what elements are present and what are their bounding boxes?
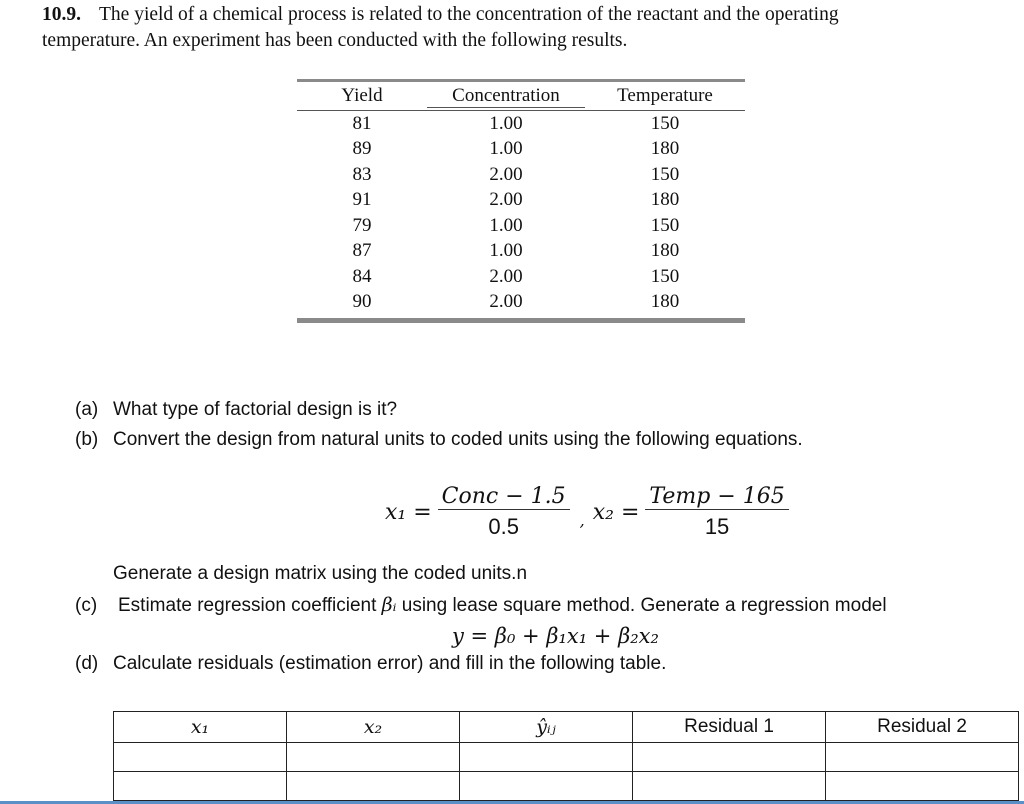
table-row bbox=[297, 239, 745, 265]
cell-yield: 91 bbox=[352, 189, 372, 211]
question-c-label: (c) bbox=[75, 595, 98, 616]
x2-denominator: 15 bbox=[704, 514, 730, 539]
x1-denominator: 0.5 bbox=[488, 514, 519, 539]
cell-yield: 84 bbox=[352, 265, 372, 287]
cell-temperature: 180 bbox=[650, 291, 680, 313]
cell-temperature: 150 bbox=[650, 214, 680, 236]
table-row bbox=[297, 290, 745, 316]
table-row bbox=[297, 188, 745, 214]
header-residual-1: Residual 1 bbox=[633, 712, 826, 743]
empty-cell[interactable] bbox=[826, 743, 1019, 772]
question-c bbox=[75, 594, 887, 617]
problem-number: 10.9. bbox=[42, 4, 81, 25]
residual-table bbox=[113, 711, 1019, 801]
table-row bbox=[114, 772, 1019, 801]
cell-concentration: 1.00 bbox=[489, 138, 523, 160]
equation-separator: , bbox=[579, 511, 585, 530]
header-concentration: Concentration bbox=[427, 85, 585, 108]
question-a bbox=[75, 399, 397, 421]
table-row bbox=[297, 137, 745, 163]
cell-concentration: 2.00 bbox=[489, 189, 523, 211]
cell-temperature: 150 bbox=[650, 112, 680, 134]
x2-lhs: x₂ = bbox=[592, 499, 640, 525]
regression-model-equation: y = β₀ + β₁x₁ + β₂x₂ bbox=[452, 624, 659, 648]
cell-temperature: 180 bbox=[650, 138, 680, 160]
cell-concentration: 2.00 bbox=[489, 163, 523, 185]
cell-concentration: 1.00 bbox=[489, 112, 523, 134]
question-b bbox=[75, 429, 803, 451]
empty-cell[interactable] bbox=[633, 772, 826, 801]
cell-concentration: 1.00 bbox=[489, 240, 523, 262]
x1-fraction bbox=[438, 484, 570, 540]
question-b-text: Convert the design from natural units to coded units using the following equations. bbox=[113, 429, 803, 450]
cell-temperature: 150 bbox=[650, 163, 680, 185]
header-x1: x₁ bbox=[114, 712, 287, 743]
beta-i-symbol: βᵢ bbox=[381, 594, 397, 616]
question-a-text: What type of factorial design is it? bbox=[113, 399, 398, 420]
experiment-data-table bbox=[297, 79, 745, 323]
empty-cell[interactable] bbox=[460, 772, 633, 801]
cell-yield: 81 bbox=[352, 112, 372, 134]
header-residual-2: Residual 2 bbox=[826, 712, 1019, 743]
header-yield: Yield bbox=[341, 85, 383, 106]
header-temperature: Temperature bbox=[617, 85, 713, 106]
empty-cell[interactable] bbox=[633, 743, 826, 772]
table-bottom-rule bbox=[297, 318, 745, 323]
header-y-hat: ŷᵢⱼ bbox=[460, 712, 633, 743]
question-c-text-before: Estimate regression coefficient bbox=[118, 595, 382, 616]
cell-yield: 90 bbox=[352, 291, 372, 313]
table-row bbox=[297, 264, 745, 290]
empty-cell[interactable] bbox=[287, 743, 460, 772]
cell-temperature: 180 bbox=[650, 240, 680, 262]
header-x2: x₂ bbox=[287, 712, 460, 743]
cell-yield: 83 bbox=[352, 163, 372, 185]
empty-cell[interactable] bbox=[114, 743, 287, 772]
coding-equations bbox=[385, 484, 789, 540]
cell-yield: 87 bbox=[352, 240, 372, 262]
question-d-text: Calculate residuals (estimation error) and fill in the following table. bbox=[113, 653, 667, 674]
table-row bbox=[114, 743, 1019, 772]
generate-design-matrix-text: Generate a design matrix using the coded units.n bbox=[113, 563, 528, 584]
cell-temperature: 180 bbox=[650, 189, 680, 211]
x1-numerator: Conc − 1.5 bbox=[438, 484, 570, 510]
table-row bbox=[297, 162, 745, 188]
x2-fraction bbox=[645, 484, 788, 540]
cell-concentration: 2.00 bbox=[489, 265, 523, 287]
cell-yield: 89 bbox=[352, 138, 372, 160]
problem-statement-line-2: temperature. An experiment has been conducted with the following results. bbox=[42, 30, 628, 51]
problem-statement-line-1 bbox=[42, 4, 839, 26]
cell-concentration: 2.00 bbox=[489, 291, 523, 313]
cell-temperature: 150 bbox=[650, 265, 680, 287]
residual-header-row bbox=[114, 712, 1019, 743]
x1-lhs: x₁ = bbox=[385, 499, 432, 525]
table-header-row bbox=[297, 82, 745, 110]
question-a-label: (a) bbox=[75, 399, 99, 420]
table-row bbox=[297, 111, 745, 137]
question-c-text-after: using lease square method. Generate a regression model bbox=[396, 595, 887, 616]
empty-cell[interactable] bbox=[826, 772, 1019, 801]
problem-text-1: The yield of a chemical process is related to the concentration of the reactant and the operating bbox=[99, 4, 839, 25]
table-row bbox=[297, 213, 745, 239]
question-d-label: (d) bbox=[75, 653, 99, 674]
x2-numerator: Temp − 165 bbox=[645, 484, 788, 510]
question-b-label: (b) bbox=[75, 429, 99, 450]
empty-cell[interactable] bbox=[114, 772, 287, 801]
cell-yield: 79 bbox=[352, 214, 372, 236]
question-d bbox=[75, 653, 666, 675]
empty-cell[interactable] bbox=[287, 772, 460, 801]
empty-cell[interactable] bbox=[460, 743, 633, 772]
cell-concentration: 1.00 bbox=[489, 214, 523, 236]
